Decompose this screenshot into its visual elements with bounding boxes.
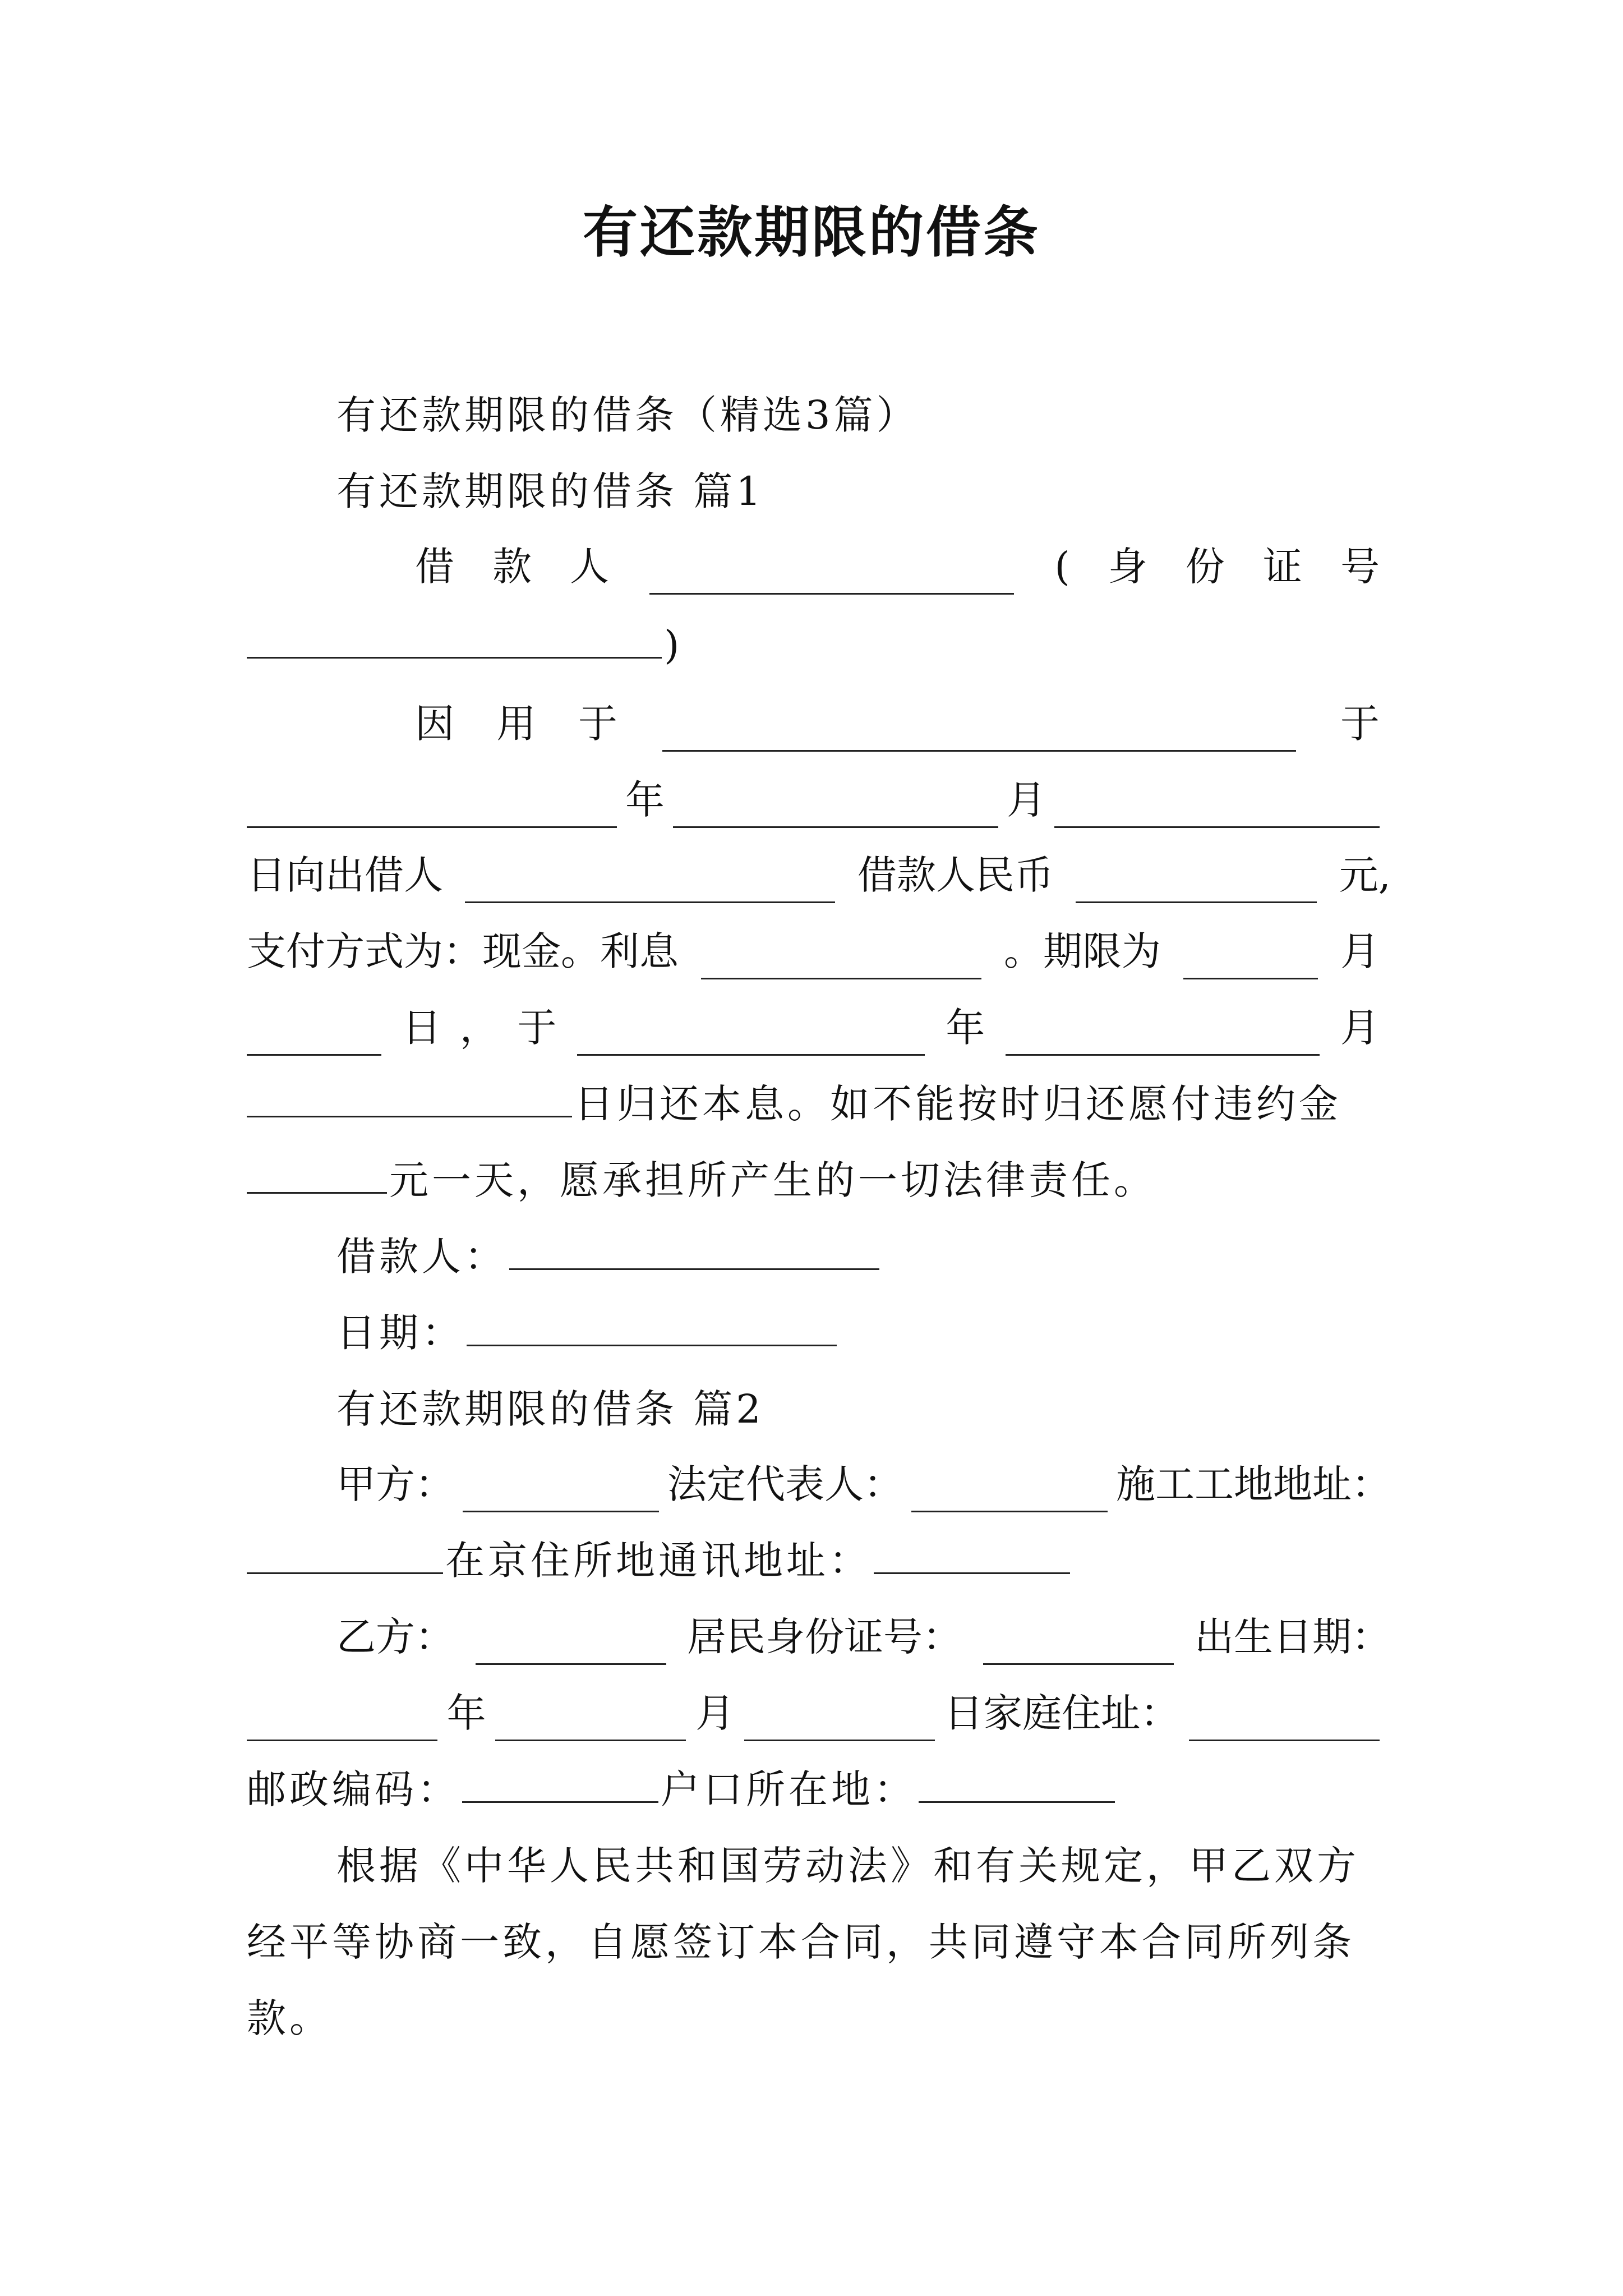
party-a-blank bbox=[463, 1471, 659, 1512]
repay-line bbox=[247, 1076, 1341, 1132]
postcode-label: 邮政编码： bbox=[247, 1766, 460, 1812]
use-char: 用 bbox=[496, 701, 536, 747]
return-year-blank bbox=[577, 1015, 925, 1056]
sign-date-blank bbox=[467, 1305, 837, 1346]
amount-blank bbox=[1076, 862, 1317, 903]
month-label: 月 bbox=[1007, 777, 1046, 823]
term-month-blank bbox=[1183, 938, 1318, 979]
use-char: 因 bbox=[415, 701, 454, 747]
borrower-char: 人 bbox=[570, 544, 610, 590]
id-char: 号 bbox=[1340, 544, 1380, 590]
id-no-blank bbox=[983, 1624, 1174, 1665]
use-line bbox=[415, 696, 1380, 752]
borrower-blank bbox=[649, 554, 1014, 595]
penalty-line bbox=[247, 1152, 1156, 1208]
return-date-line bbox=[247, 1000, 1380, 1056]
payment-text: 支付方式为：现金。利息 bbox=[247, 928, 679, 974]
party-a-line bbox=[336, 1456, 1391, 1512]
hukou-label: 户口所在地： bbox=[661, 1766, 916, 1812]
site-addr-label: 施工工地地址： bbox=[1116, 1461, 1391, 1507]
beijing-addr-blank bbox=[874, 1533, 1070, 1574]
birth-day-blank bbox=[744, 1700, 935, 1741]
term-day-label: 日 bbox=[402, 1005, 441, 1051]
month-blank bbox=[673, 787, 998, 828]
id-no-label: 居民身份证号： bbox=[687, 1614, 962, 1660]
sign-borrower-line bbox=[336, 1228, 882, 1285]
id-number-line bbox=[247, 617, 683, 673]
borrower-char: 款 bbox=[492, 544, 532, 590]
lender-text: 日向出借人 bbox=[247, 852, 443, 898]
birth-label: 出生日期： bbox=[1195, 1614, 1391, 1660]
birth-month-blank bbox=[495, 1700, 686, 1741]
party-b-label: 乙方： bbox=[336, 1614, 454, 1660]
beijing-addr-line bbox=[247, 1533, 1072, 1589]
party-a-label: 甲方： bbox=[336, 1461, 454, 1507]
id-open-paren: ( bbox=[1054, 544, 1070, 590]
beijing-addr-label: 在京住所地通讯地址： bbox=[445, 1538, 872, 1584]
term-day-blank bbox=[247, 1015, 381, 1056]
return-month-label: 月 bbox=[1340, 1005, 1380, 1051]
contract-para-line-1: 根据《中华人民共和国劳动法》和有关规定，甲乙双方 bbox=[336, 1843, 1359, 1889]
id-number-blank bbox=[247, 618, 662, 659]
site-addr-blank bbox=[247, 1533, 443, 1574]
year-blank bbox=[247, 787, 617, 828]
date-line bbox=[247, 772, 1380, 828]
postcode-blank bbox=[462, 1762, 658, 1803]
hukou-blank bbox=[919, 1762, 1115, 1803]
document-title: 有还款期限的借条 bbox=[582, 200, 1040, 265]
amount-text: 借款人民币 bbox=[857, 852, 1054, 898]
use-on-char: 于 bbox=[1340, 701, 1380, 747]
use-blank bbox=[662, 711, 1296, 752]
lender-line bbox=[247, 847, 1391, 903]
intro-line: 有还款期限的借条（精选3篇） bbox=[336, 392, 919, 438]
postcode-line bbox=[247, 1761, 1117, 1818]
on-label: 于 bbox=[517, 1005, 557, 1051]
section1-heading: 有还款期限的借条 篇1 bbox=[336, 468, 764, 514]
interest-blank bbox=[701, 938, 981, 979]
id-char: 证 bbox=[1262, 544, 1302, 590]
sign-borrower-blank bbox=[509, 1229, 879, 1270]
birth-year-blank bbox=[247, 1700, 437, 1741]
lender-blank bbox=[465, 862, 835, 903]
year-label: 年 bbox=[625, 777, 665, 823]
birth-month-label: 月 bbox=[695, 1690, 735, 1736]
penalty-blank bbox=[247, 1153, 387, 1194]
contract-para-line-3: 款。 bbox=[247, 1995, 332, 2041]
return-day-blank bbox=[247, 1076, 572, 1117]
birth-date-line bbox=[247, 1685, 1380, 1741]
term-text: 。期限为 bbox=[1004, 928, 1161, 974]
use-char: 于 bbox=[578, 701, 617, 747]
term-month-label: 月 bbox=[1340, 928, 1380, 974]
id-char: 身 bbox=[1108, 544, 1147, 590]
birth-year-label: 年 bbox=[446, 1690, 486, 1736]
borrower-line bbox=[415, 539, 1380, 595]
payment-line bbox=[247, 923, 1380, 979]
yuan-text: 元, bbox=[1339, 852, 1391, 898]
legal-rep-label: 法定代表人： bbox=[667, 1461, 903, 1507]
penalty-text: 元一天，愿承担所产生的一切法律责任。 bbox=[389, 1157, 1156, 1203]
borrower-char: 借 bbox=[415, 544, 454, 590]
return-month-blank bbox=[1006, 1015, 1320, 1056]
sign-date-line bbox=[336, 1305, 839, 1361]
repay-text: 日归还本息。如不能按时归还愿付违约金 bbox=[574, 1081, 1341, 1127]
sign-borrower-label: 借款人： bbox=[336, 1234, 507, 1280]
party-b-blank bbox=[476, 1624, 666, 1665]
home-addr-label: 日家庭住址： bbox=[944, 1690, 1180, 1736]
sign-date-label: 日期： bbox=[336, 1310, 464, 1356]
section2-heading: 有还款期限的借条 篇2 bbox=[336, 1386, 764, 1432]
home-addr-blank bbox=[1189, 1700, 1380, 1741]
contract-para-line-2: 经平等协商一致，自愿签订本合同，共同遵守本合同所列条 bbox=[247, 1919, 1355, 1965]
return-year-label: 年 bbox=[946, 1005, 985, 1051]
party-b-line bbox=[336, 1609, 1391, 1665]
day-blank bbox=[1054, 787, 1380, 828]
comma: ， bbox=[459, 1005, 499, 1051]
legal-rep-blank bbox=[911, 1471, 1108, 1512]
id-char: 份 bbox=[1185, 544, 1225, 590]
id-close-paren: ) bbox=[664, 622, 683, 668]
